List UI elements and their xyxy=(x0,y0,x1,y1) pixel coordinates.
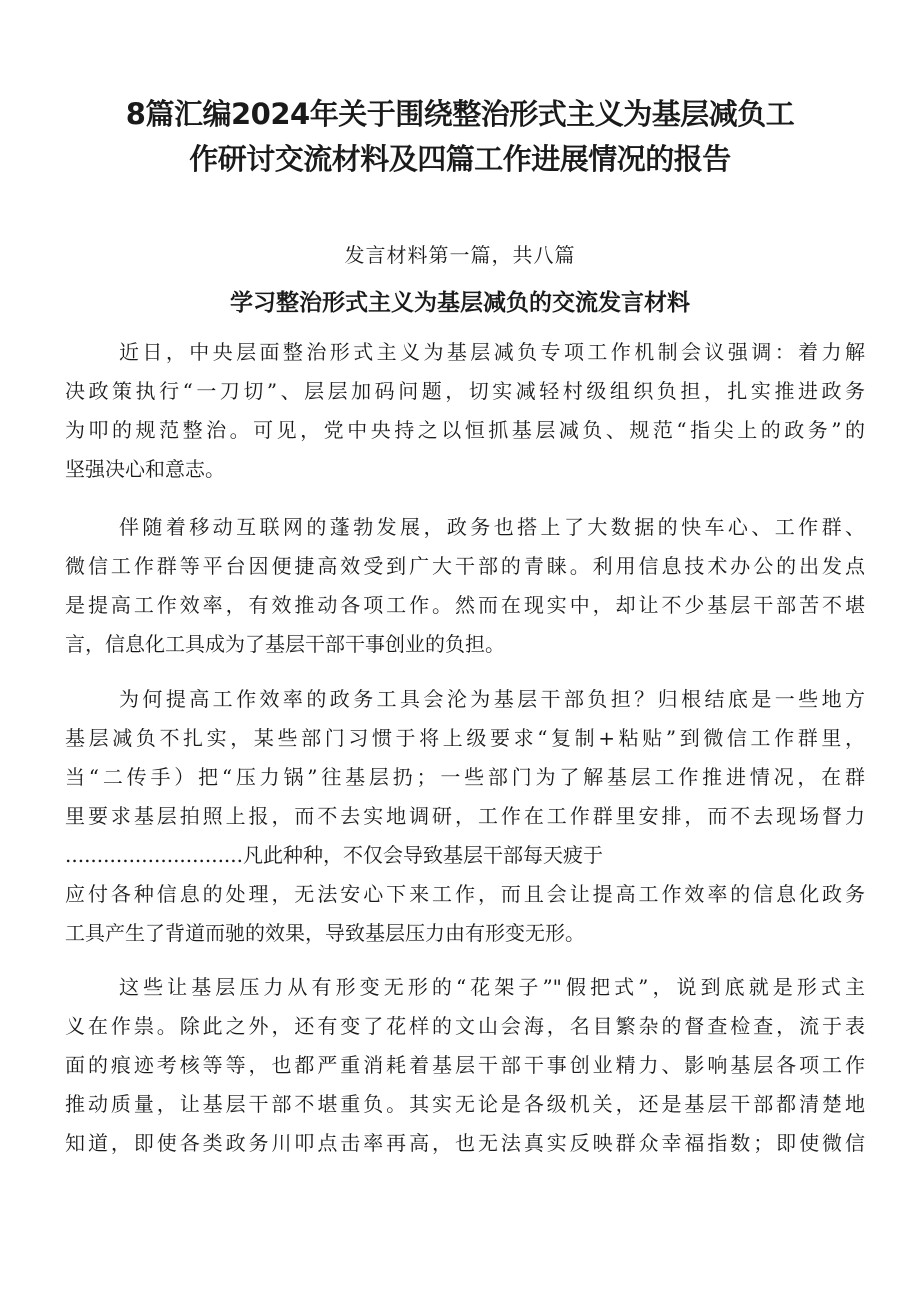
paragraph-2 xyxy=(65,508,865,664)
document-title-line-2: 作研讨交流材料及四篇工作进展情况的报告 xyxy=(189,142,731,176)
paragraph-line: 义在作祟。除此之外，还有变了花样的文山会海，名目繁杂的督查检查，流于表 xyxy=(65,1014,865,1038)
paragraph-4 xyxy=(65,968,865,1163)
paragraph-line: 基层减负不扎实，某些部门习惯于将上级要求“复制+粘贴”到微信工作群里， xyxy=(65,726,865,750)
paragraph-line: 是提高工作效率，有效推动各项工作。然而在现实中，却让不少基层干部苦不堪 xyxy=(65,593,865,617)
paragraph-line: 为叩的规范整治。可见，党中央持之以恒抓基层减负、规范“指尖上的政务”的 xyxy=(65,418,865,442)
section-label: 发言材料第一篇，共八篇 xyxy=(344,243,576,267)
paragraph-3 xyxy=(65,680,865,953)
paragraph-line: 里要求基层拍照上报，而不去实地调研，工作在工作群里安排，而不去现场督力 xyxy=(65,804,865,828)
paragraph-line: 伴随着移动互联网的蓬勃发展，政务也搭上了大数据的快车心、工作群、 xyxy=(119,515,865,539)
paragraph-1 xyxy=(65,333,865,489)
document-title-line-1: 8篇汇编2024年关于围绕整治形式主义为基层减负工 xyxy=(125,97,795,131)
paragraph-line: 决政策执行“一刀切”、层层加码问题，切实减轻村级组织负担，扎实推进政务 xyxy=(65,379,865,403)
paragraph-line: 言，信息化工具成为了基层干部干事创业的负担。 xyxy=(65,632,505,656)
paragraph-line: 应付各种信息的处理，无法安心下来工作，而且会让提高工作效率的信息化政务 xyxy=(65,882,865,906)
paragraph-line: 微信工作群等平台因便捷高效受到广大干部的青睐。利用信息技术办公的出发点 xyxy=(65,554,865,578)
paragraph-line: 当“二传手）把“压力锅”往基层扔；一些部门为了解基层工作推进情况，在群 xyxy=(65,765,865,789)
paragraph-line: 近日，中央层面整治形式主义为基层减负专项工作机制会议强调：着力解 xyxy=(119,340,865,364)
paragraph-line: 知道，即使各类政务川叩点击率再高，也无法真实反映群众幸福指数；即使微信 xyxy=(65,1131,865,1155)
paragraph-line: 面的痕迹考核等等，也都严重消耗着基层干部干事创业精力、影响基层各项工作 xyxy=(65,1053,865,1077)
paragraph-line: 推动质量，让基层干部不堪重负。其实无论是各级机关，还是基层干部都清楚地 xyxy=(65,1092,865,1116)
paragraph-line: 工具产生了背道而驰的效果，导致基层压力由有形变无形。 xyxy=(65,921,585,945)
paragraph-line: 为何提高工作效率的政务工具会沦为基层干部负担？归根结底是一些地方 xyxy=(119,687,865,711)
paragraph-line: 坚强决心和意志。 xyxy=(65,457,225,481)
paragraph-line: 这些让基层压力从有形变无形的“花架子”"假把式”，说到底就是形式主 xyxy=(119,975,865,999)
paragraph-line: ............................凡此种种，不仅会导致基层干部每天疲于 xyxy=(65,843,604,867)
section-title: 学习整治形式主义为基层减负的交流发言材料 xyxy=(230,290,690,316)
